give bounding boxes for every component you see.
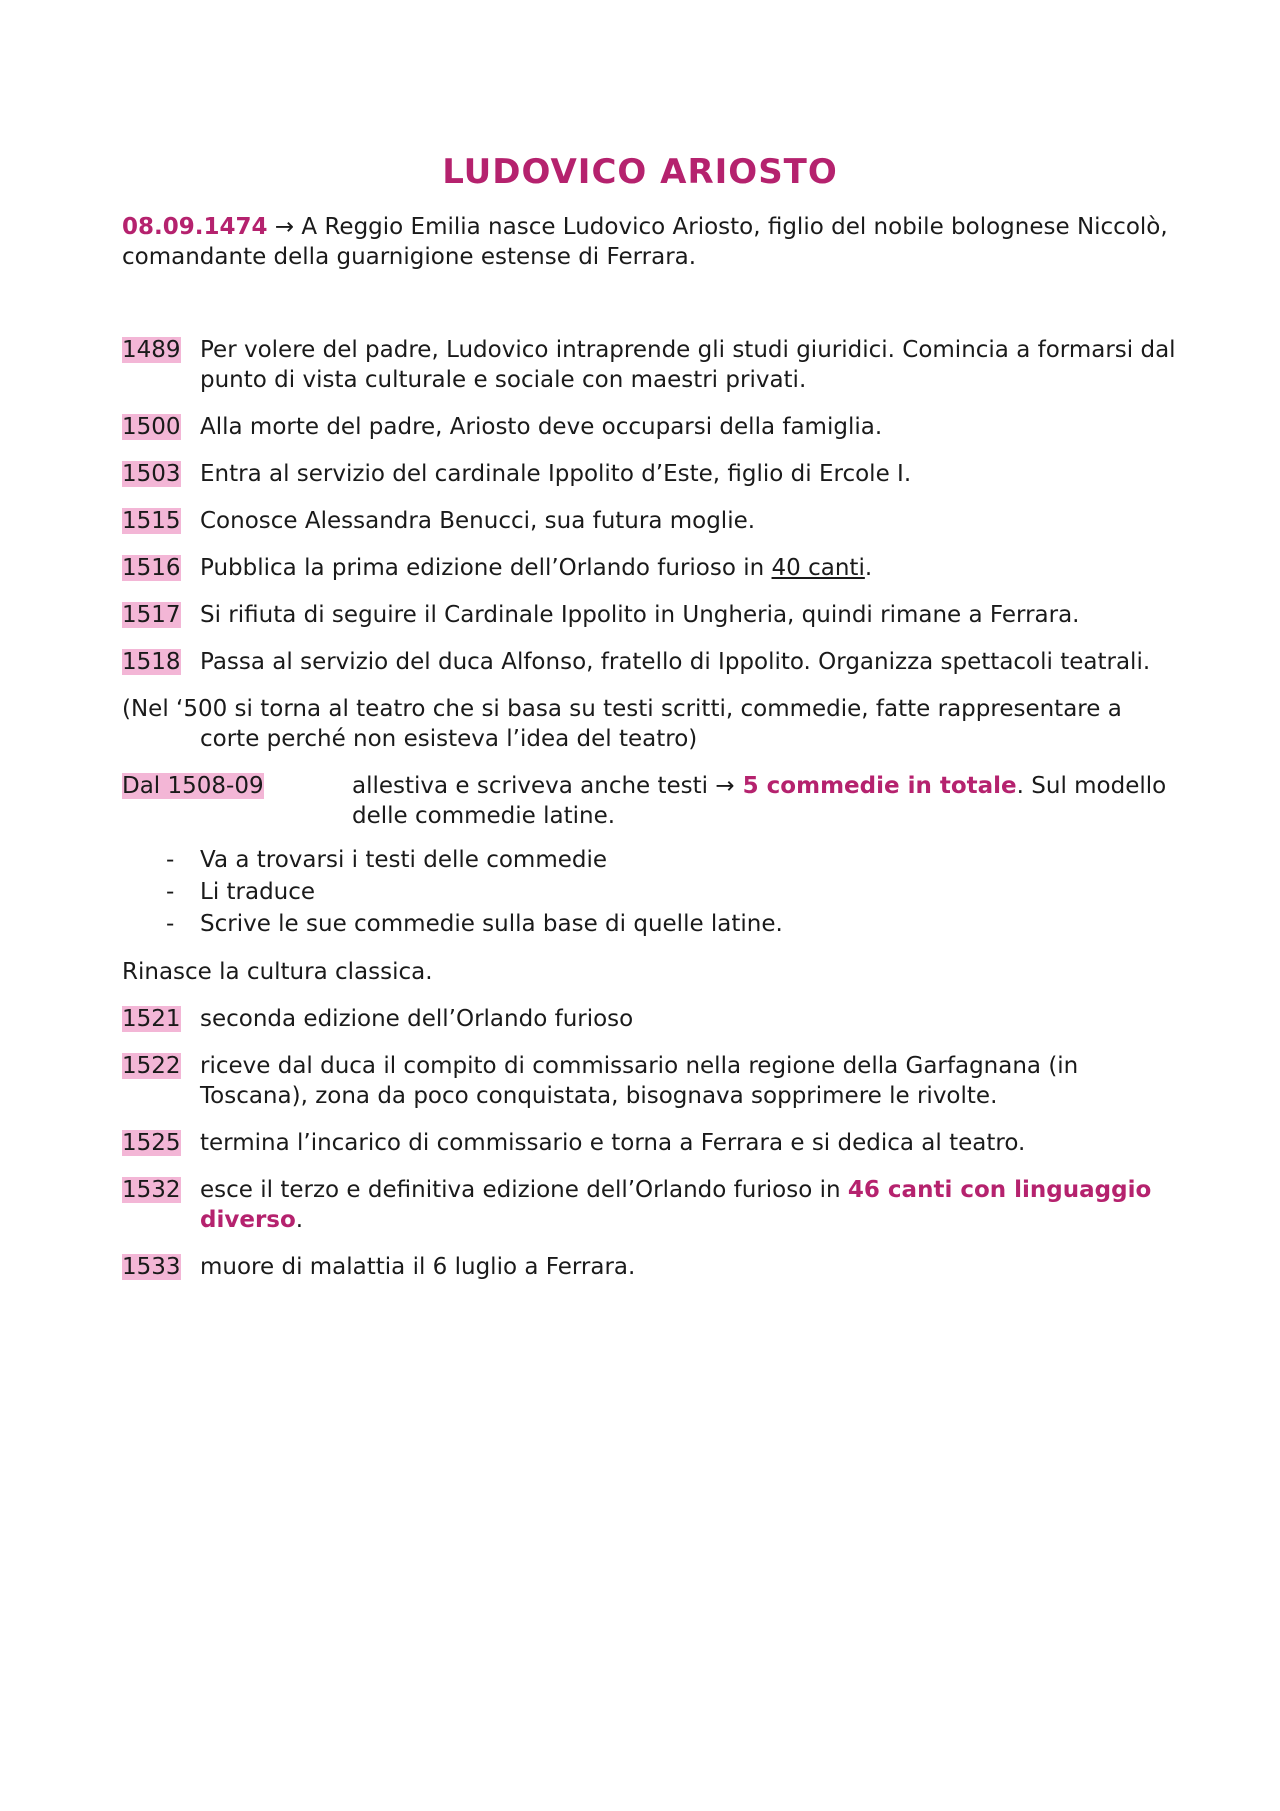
list-item (122, 844, 1182, 876)
commedie-list (122, 844, 1182, 940)
theatre-note: (Nel ‘500 si torna al teatro che si basa su testi scritti, commedie, fatte rappresentare a corte perché non esisteva l’idea del teatro) (122, 696, 1122, 752)
entry-text: Entra al servizio del cardinale Ippolito d’Este, figlio di Ercole I. (200, 461, 912, 487)
year-badge: 1500 (122, 414, 181, 440)
timeline (122, 335, 1182, 1299)
year-badge: 1515 (122, 508, 181, 534)
entry-text-part: esce il terzo e definitiva edizione dell’Orlando furioso in (200, 1177, 848, 1203)
list-item-text: Li traduce (200, 879, 316, 905)
intro-paragraph (122, 212, 1182, 272)
birth-date: 08.09.1474 (122, 214, 268, 240)
list-item (122, 908, 1182, 940)
timeline-entry (122, 553, 1182, 583)
dash-marker: - (166, 879, 175, 905)
highlighted-text: 46 canti con linguaggio diverso (200, 1177, 1152, 1233)
entry-text: riceve dal duca il compito di commissario nella regione della Garfagnana (in Toscana), zona da poco conquistata, bisognava sopprimere le rivolte. (200, 1053, 1079, 1109)
intro-text: A Reggio Emilia nasce Ludovico Ariosto, figlio del nobile bolognese Niccolò, comandante della guarnigione estense di Ferrara. (122, 214, 1168, 270)
year-badge: 1503 (122, 461, 181, 487)
entry-text: termina l’incarico di commissario e torna a Ferrara e si dedica al teatro. (200, 1130, 1026, 1156)
year-badge: 1522 (122, 1053, 181, 1079)
entry-text: Alla morte del padre, Ariosto deve occuparsi della famiglia. (200, 414, 883, 440)
rinasce-line: Rinasce la cultura classica. (122, 959, 433, 985)
underlined-text: 40 canti (771, 555, 865, 581)
year-badge: 1518 (122, 649, 181, 675)
timeline-entry (122, 412, 1182, 442)
page-title: LUDOVICO ARIOSTO (442, 152, 838, 192)
year-badge: 1521 (122, 1006, 181, 1032)
entry-text (352, 771, 1182, 831)
entry-text-part: Pubblica la prima edizione dell’Orlando furioso in (200, 555, 772, 581)
period-badge: Dal 1508-09 (122, 773, 264, 799)
entry-text-part: allestiva e scriveva anche testi (352, 773, 716, 799)
arrow-icon: → (274, 214, 295, 240)
year-badge: 1489 (122, 337, 181, 363)
timeline-entry (122, 335, 1182, 395)
timeline-entry (122, 647, 1182, 677)
entry-text (200, 553, 1182, 583)
entry-text: Per volere del padre, Ludovico intraprende gli studi giuridici. Comincia a formarsi dal punto di vista culturale e sociale con maestri privati. (200, 337, 1176, 393)
entry-text: Si rifiuta di seguire il Cardinale Ippolito in Ungheria, quindi rimane a Ferrara. (200, 602, 1080, 628)
timeline-entry (122, 506, 1182, 536)
timeline-entry (122, 1128, 1182, 1158)
highlighted-text: 5 commedie in totale (734, 773, 1017, 799)
timeline-entry (122, 1004, 1182, 1034)
dash-marker: - (166, 847, 175, 873)
entry-text: Passa al servizio del duca Alfonso, fratello di Ippolito. Organizza spettacoli teatrali. (200, 649, 1151, 675)
timeline-entry (122, 600, 1182, 630)
timeline-entry (122, 1252, 1182, 1282)
year-badge: 1532 (122, 1177, 181, 1203)
arrow-icon: → (715, 773, 735, 799)
list-item (122, 876, 1182, 908)
entry-text: Conosce Alessandra Benucci, sua futura moglie. (200, 508, 756, 534)
entry-text (200, 1175, 1182, 1235)
year-badge: 1525 (122, 1130, 181, 1156)
list-item-text: Scrive le sue commedie sulla base di quelle latine. (200, 911, 783, 937)
entry-text-part: . (864, 555, 873, 581)
timeline-entry (122, 1051, 1182, 1111)
year-badge: 1516 (122, 555, 181, 581)
commedie-entry (122, 771, 1182, 831)
year-badge: 1533 (122, 1254, 181, 1280)
entry-text: seconda edizione dell’Orlando furioso (200, 1006, 634, 1032)
list-item-text: Va a trovarsi i testi delle commedie (200, 847, 608, 873)
entry-text-part: . (295, 1207, 304, 1233)
entry-text-part: . Sul modello delle commedie latine. (352, 773, 1167, 829)
year-badge: 1517 (122, 602, 181, 628)
dash-marker: - (166, 911, 175, 937)
entry-text: muore di malattia il 6 luglio a Ferrara. (200, 1254, 636, 1280)
timeline-entry (122, 1175, 1182, 1235)
timeline-entry (122, 459, 1182, 489)
